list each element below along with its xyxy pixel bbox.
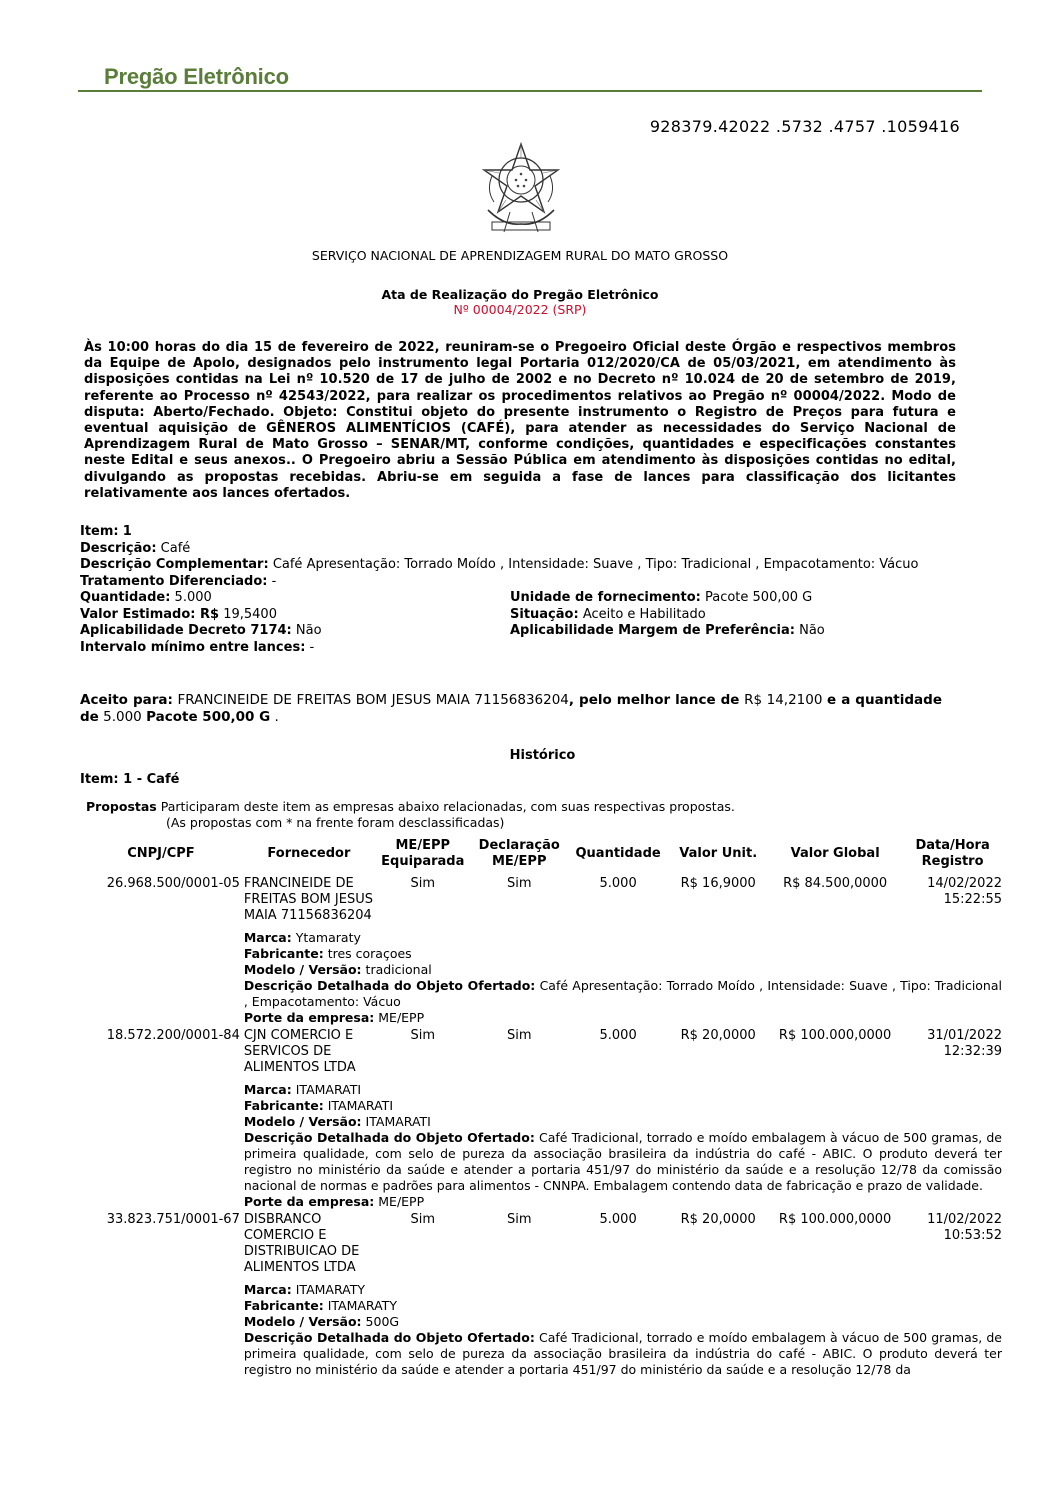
aceito-qty: 5.000	[103, 709, 142, 725]
quantidade-label: Quantidade:	[80, 590, 171, 605]
row-porte: ME/EPP	[378, 1194, 425, 1209]
margem-value: Não	[799, 623, 825, 638]
row-data-hora: 31/01/2022 12:32:39	[927, 1028, 1002, 1059]
valor-estimado-value: 19,5400	[223, 606, 277, 622]
descricao-label: Descrição:	[80, 540, 157, 556]
decreto-value: Não	[295, 623, 322, 638]
header-fornecedor: Fornecedor	[267, 846, 351, 861]
row-descricao: Café Tradicional, torrado e moído embalagem à vácuo de 500 gramas, de primeira qualidade, com selo de pureza da associação brasileira da indústria do café - ABIC. O produto deverá ter registro no ministério da saúde e atender a portaria 451/97 do ministério da saúde e a resolução 12/78 da	[243, 1330, 1002, 1377]
row-marca: Ytamaraty	[295, 930, 361, 945]
row-marca: ITAMARATI	[295, 1082, 362, 1097]
table-row	[80, 1028, 1004, 1076]
aceito-unit: Pacote 500,00 G	[146, 709, 271, 725]
row-porte: ME/EPP	[378, 1010, 425, 1025]
tratamento-label: Tratamento Diferenciado:	[80, 573, 268, 589]
ata-number: Nº 00004/2022 (SRP)	[453, 302, 587, 317]
situacao-label: Situação:	[510, 606, 579, 622]
header-data-hora: Data/Hora Registro	[915, 838, 990, 869]
propostas-note: (As propostas com * na frente foram desclassificadas)	[166, 815, 505, 830]
row-declaracao: Sim	[506, 876, 532, 891]
row-fornecedor: DISBRANCO COMERCIO E DISTRIBUICAO DE ALIMENTOS LTDA	[243, 1212, 360, 1275]
row-quantidade: 5.000	[599, 1212, 637, 1227]
row-cnpj: 18.572.200/0001-84	[106, 1028, 240, 1043]
descricao-complementar-label: Descrição Complementar:	[80, 557, 269, 572]
table-row	[80, 876, 1004, 924]
quantidade-value: 5.000	[174, 590, 212, 605]
aceito-paragraph	[80, 692, 942, 726]
row-me-epp: Sim	[410, 1028, 436, 1043]
intro-paragraph: Às 10:00 horas do dia 15 de fevereiro de 2022, reuniram-se o Pregoeiro Oficial deste Órgão e respectivos membros da Equipe de Apolo, designados pelo instrumento legal Portaria 012/2020/CA de 05/03/2021, em atendimento às disposições contidas na Lei nº 10.520 de 17 de julho de 2002 e no Decreto nº 10.024 de 20 de setembro de 2019, referente ao Processo nº 42543/2022, para realizar os procedimentos relativos ao Pregão nº 00004/2022. Modo de disputa: Aberto/Fechado. Objeto: Constitui objeto do presente instrumento o Registro de Preços para futura e eventual aquisição de GÊNEROS ALIMENTÍCIOS (CAFÉ), para atender as necessidades do Serviço Nacional de Aprendizagem Rural de Mato Grosso – SENAR/MT, conforme condições, quantidades e especificações constantes neste Edital e seus anexos.. O Pregoeiro abriu a Sessão Pública em atendimento às disposições contidas no edital, divulgando as propostas recebidas. Abriu-se em seguida a fase de lances para classificação dos licitantes relativamente aos lances ofertados.	[84, 340, 956, 501]
row-detail: Marca: ITAMARATI Fabricante: ITAMARATI Modelo / Versão: ITAMARATI Descrição Detalhada do Objeto Ofertado: Café Tradicional, torrado e moído embalagem à vácuo de 500 gramas, de primeira qualidade, com selo de pureza da associação brasileira da indústria do café - ABIC. O produto deverá ter registro no ministério da saúde e atender a portaria 451/97 do ministério da saúde e a resolução 12/78 da comissão nacional de normas e padrões para alimentos - CNNPA. Embalagem contendo data de fabricação e prazo de validade. Porte da empresa: ME/EPP	[243, 1082, 1002, 1209]
document-code: 928379.42022 .5732 .4757 .1059416	[649, 117, 960, 136]
intervalo-label: Intervalo mínimo entre lances:	[80, 639, 306, 655]
propostas-intro	[86, 799, 735, 831]
table-row-detail	[80, 1076, 1004, 1212]
header-title: Pregão Eletrônico	[104, 64, 289, 89]
valor-estimado-label: Valor Estimado: R$	[80, 606, 220, 622]
header-cnpj: CNPJ/CPF	[127, 846, 195, 861]
header-valor-unit: Valor Unit.	[679, 846, 758, 861]
table-row-detail	[80, 924, 1004, 1028]
row-valor-unit: R$ 16,9000	[680, 876, 756, 891]
header-declaracao: Declaração ME/EPP	[478, 838, 560, 869]
situacao-value: Aceito e Habilitado	[582, 606, 706, 622]
descricao-value: Café	[160, 540, 191, 556]
propostas-table	[80, 838, 1004, 1380]
row-detail: Marca: Ytamaraty Fabricante: tres coraçoes Modelo / Versão: tradicional Descrição Detalhada do Objeto Ofertado: Café Apresentação: Torrado Moído , Intensidade: Suave , Tipo: Tradicional , Empacotamento: Vácuo Porte da empresa: ME/EPP	[243, 930, 1002, 1025]
item-details	[80, 524, 950, 656]
intervalo-value: -	[309, 639, 315, 655]
unidade-value: Pacote 500,00 G	[704, 590, 813, 605]
table-row	[80, 1212, 1004, 1276]
row-fabricante: ITAMARATY	[327, 1298, 397, 1313]
row-marca: ITAMARATY	[295, 1282, 366, 1297]
row-cnpj: 26.968.500/0001-05	[106, 876, 240, 891]
table-header-row	[80, 838, 1004, 870]
aceito-label: Aceito para:	[80, 692, 173, 708]
historico-item: Item: 1 - Café	[80, 772, 180, 787]
row-descricao: Café Apresentação: Torrado Moído , Intensidade: Suave , Tipo: Tradicional , Empacotamento: Vácuo	[243, 978, 1002, 1009]
row-cnpj: 33.823.751/0001-67	[106, 1212, 240, 1227]
propostas-label: Propostas	[86, 799, 157, 814]
ata-title: Ata de Realização do Pregão Eletrônico	[381, 287, 659, 302]
row-modelo: tradicional	[365, 962, 432, 977]
row-valor-global: R$ 100.000,0000	[778, 1028, 892, 1043]
row-quantidade: 5.000	[599, 876, 637, 891]
row-fabricante: ITAMARATI	[327, 1098, 394, 1113]
decreto-label: Aplicabilidade Decreto 7174:	[80, 623, 292, 638]
item-number: 1	[122, 524, 132, 539]
tratamento-value: -	[271, 573, 277, 589]
row-modelo: 500G	[365, 1314, 400, 1329]
row-me-epp: Sim	[410, 876, 436, 891]
header-valor-global: Valor Global	[790, 846, 880, 861]
header-rule	[78, 90, 982, 92]
row-fabricante: tres coraçoes	[327, 946, 412, 961]
row-descricao: Café Tradicional, torrado e moído embalagem à vácuo de 500 gramas, de primeira qualidade, com selo de pureza da associação brasileira da indústria do café - ABIC. O produto deverá ter registro no ministério da saúde e atender a portaria 451/97 do ministério da saúde e a resolução 12/78 da comissão nacional de normas e padrões para alimentos - CNNPA. Embalagem contendo data de fabricação e prazo de validade.	[243, 1130, 1002, 1193]
historico-title: Histórico	[509, 748, 576, 763]
aceito-end: .	[274, 709, 279, 725]
row-declaracao: Sim	[506, 1028, 532, 1043]
row-declaracao: Sim	[506, 1212, 532, 1227]
propostas-text: Participaram deste item as empresas abaixo relacionadas, com suas respectivas propostas.	[160, 799, 735, 814]
unidade-label: Unidade de fornecimento:	[510, 590, 701, 605]
aceito-vendor: FRANCINEIDE DE FREITAS BOM JESUS MAIA 71156836204	[177, 692, 569, 708]
header-quantidade: Quantidade	[575, 846, 661, 861]
coat-of-arms-icon	[474, 140, 568, 236]
row-data-hora: 11/02/2022 10:53:52	[927, 1212, 1002, 1243]
row-data-hora: 14/02/2022 15:22:55	[927, 876, 1002, 907]
table-row-detail	[80, 1276, 1004, 1380]
row-valor-unit: R$ 20,0000	[680, 1212, 756, 1227]
row-quantidade: 5.000	[599, 1028, 637, 1043]
margem-label: Aplicabilidade Margem de Preferência:	[510, 623, 795, 638]
aceito-mid: , pelo melhor lance de	[568, 692, 740, 708]
row-modelo: ITAMARATI	[365, 1114, 431, 1129]
row-me-epp: Sim	[410, 1212, 436, 1227]
header-me-epp: ME/EPP Equiparada	[381, 838, 465, 869]
aceito-mid2: e a quantidade de	[80, 692, 942, 725]
row-valor-global: R$ 84.500,0000	[783, 876, 888, 891]
row-valor-global: R$ 100.000,0000	[778, 1212, 892, 1227]
item-label: Item:	[80, 524, 119, 539]
row-valor-unit: R$ 20,0000	[680, 1028, 756, 1043]
row-detail: Marca: ITAMARATY Fabricante: ITAMARATY Modelo / Versão: 500G Descrição Detalhada do Objeto Ofertado: Café Tradicional, torrado e moído embalagem à vácuo de 500 gramas, de primeira qualidade, com selo de pureza da associação brasileira da indústria do café - ABIC. O produto deverá ter registro no ministério da saúde e atender a portaria 451/97 do ministério da saúde e a resolução 12/78 da	[243, 1282, 1002, 1377]
row-fornecedor: FRANCINEIDE DE FREITAS BOM JESUS MAIA 71156836204	[243, 876, 373, 923]
row-fornecedor: CJN COMERCIO E SERVICOS DE ALIMENTOS LTDA	[243, 1028, 356, 1075]
descricao-complementar-value: Café Apresentação: Torrado Moído , Intensidade: Suave , Tipo: Tradicional , Empacotamento: Vácuo	[272, 557, 919, 572]
aceito-price: R$ 14,2100	[744, 692, 823, 708]
organization-name: SERVIÇO NACIONAL DE APRENDIZAGEM RURAL DO MATO GROSSO	[311, 248, 729, 263]
